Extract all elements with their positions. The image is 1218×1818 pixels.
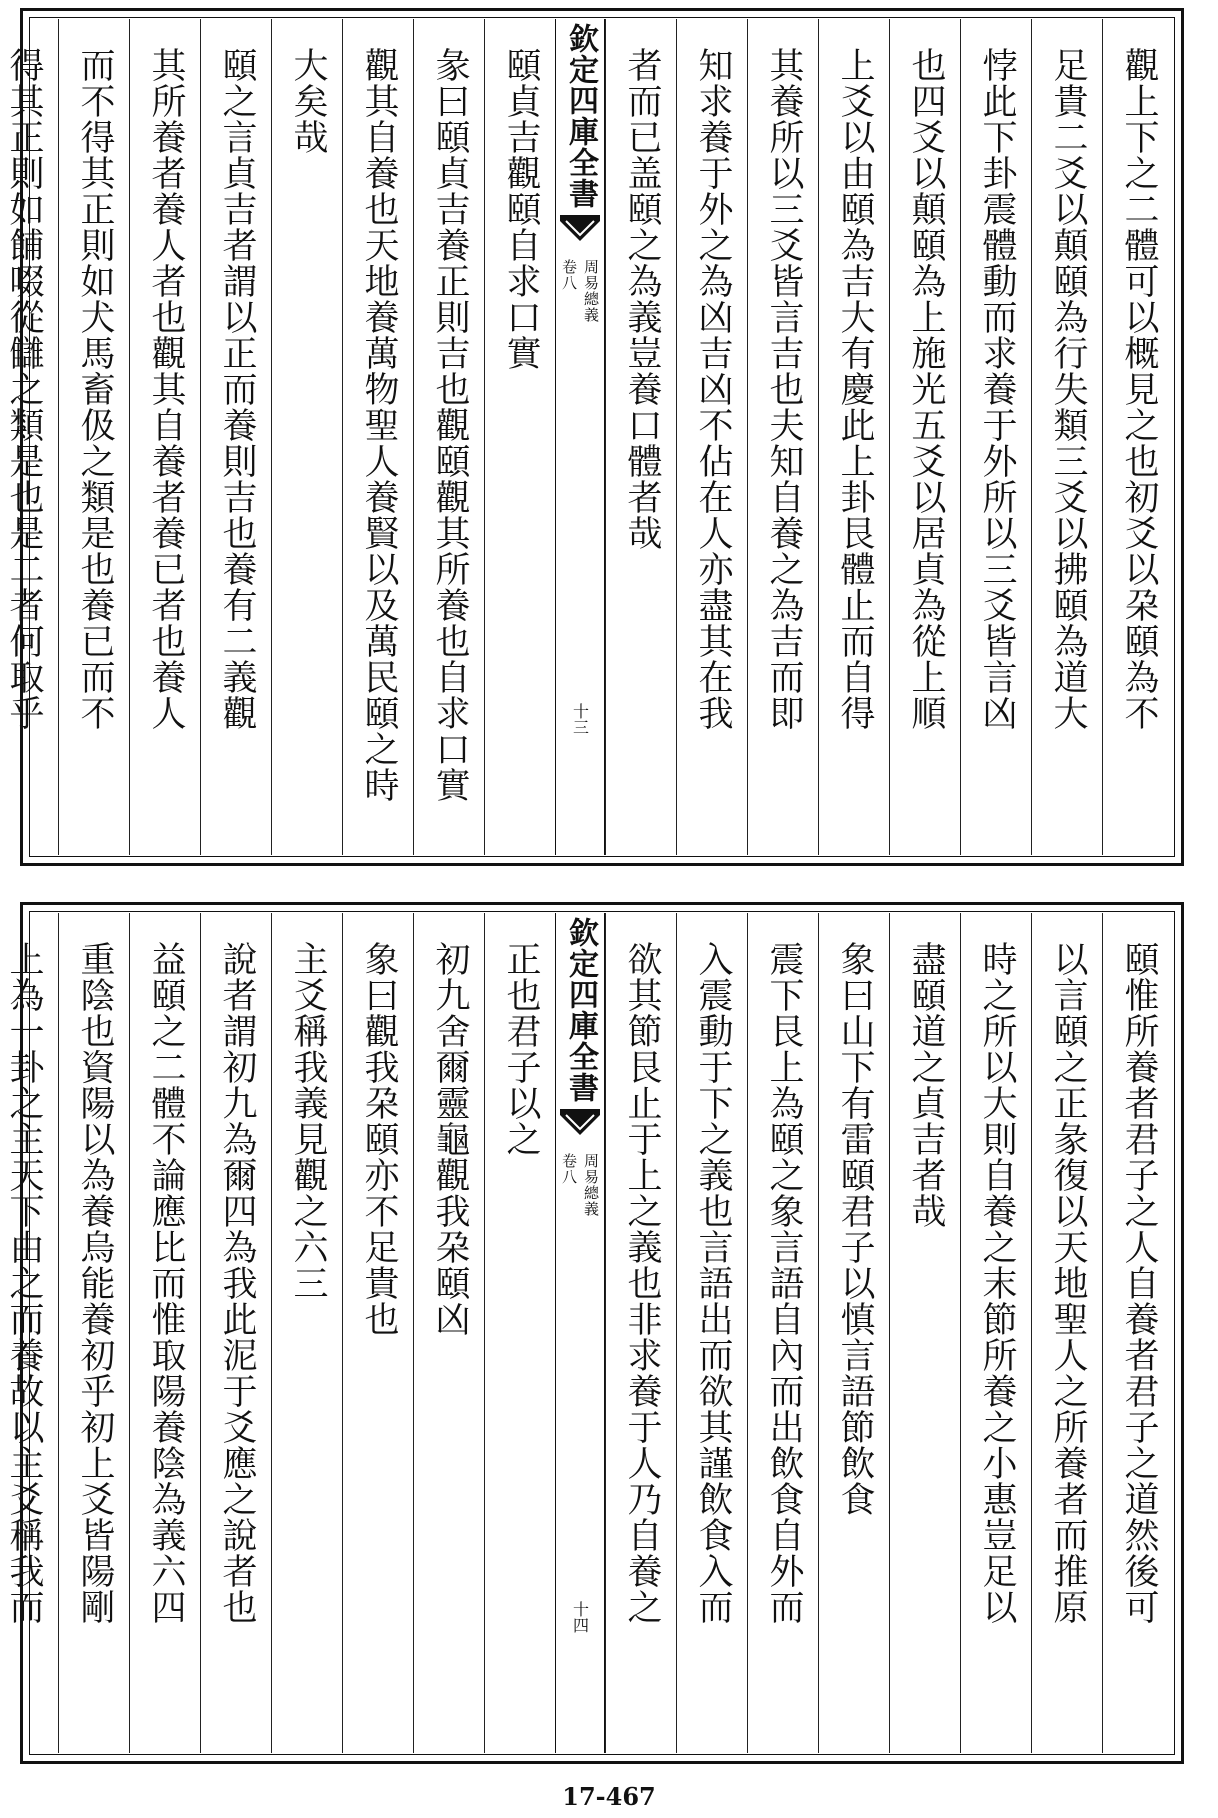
column-text: 頤貞吉觀頤自求口實 [501,47,541,371]
text-column [676,913,747,1753]
text-column [271,19,342,855]
column-text: 入震動于下之義也言語出而欲其謹飲食入而 [693,941,733,1625]
column-text: 也四爻以顛頤為上施光五爻以居貞為從上順 [906,47,946,731]
text-column [129,913,200,1753]
text-column [342,19,413,855]
text-column [1102,913,1173,1753]
page-number: 17-467 [562,1782,656,1811]
top-half-page [4,8,1184,866]
column-text: 悖此下卦震體動而求養于外所以三爻皆言凶 [977,47,1017,731]
column-text: 重陰也資陽以為養烏能養初乎初上爻皆陽剛 [75,941,115,1625]
text-column [818,913,889,1753]
text-column [413,913,484,1753]
book-title: 欽定四庫全書 [563,23,598,209]
text-column [1102,19,1173,855]
column-text: 足貴二爻以顛頤為行失類三爻以拂頤為道大 [1048,47,1088,731]
column-text: 說者謂初九為爾四為我此泥于爻應之說者也 [217,941,257,1625]
text-column [0,19,58,855]
text-column [889,913,960,1753]
column-text: 時之所以大則自養之末節所養之小惠豈足以 [977,941,1017,1625]
text-column [58,19,129,855]
volume-label: 卷八 [560,259,578,291]
bottom-half-page [4,902,1184,1764]
text-column [960,19,1031,855]
text-column [818,19,889,855]
center-fold [555,913,605,1753]
text-column [413,19,484,855]
top-columns [4,19,1173,855]
column-text: 上爻以由頤為吉大有慶此上卦艮體止而自得 [835,47,875,731]
column-text: 震下艮上為頤之象言語自內而出飲食自外而 [764,941,804,1625]
column-text: 觀上下之二體可以概見之也初爻以朶頤為不 [1119,47,1159,731]
book-subtitle: 周易總義 [582,1153,600,1217]
column-text: 觀其自養也天地養萬物聖人養賢以及萬民頤之時 [359,47,399,803]
column-text: 彖曰頤貞吉養正則吉也觀頤觀其所養也自求口實 [430,47,470,803]
column-text: 象曰觀我朶頤亦不足貴也 [359,941,399,1337]
text-column [342,913,413,1753]
text-column [960,913,1031,1753]
text-column [271,913,342,1753]
text-column [0,913,58,1753]
column-text: 以言頤之正彖復以天地聖人之所養者而推原 [1048,941,1088,1625]
text-column [200,913,271,1753]
column-text: 上為一卦之主天下由之而養故以主爻稱我而 [4,941,44,1625]
column-text: 初九舍爾靈龜觀我朶頤凶 [430,941,470,1337]
text-column [1031,913,1102,1753]
center-fold [555,19,605,855]
fishtail-mark-icon [558,1107,602,1137]
column-text: 盡頤道之貞吉者哉 [906,941,946,1229]
text-column [484,19,555,855]
text-column [747,19,818,855]
bottom-columns [4,913,1173,1753]
book-title: 欽定四庫全書 [563,917,598,1103]
column-text: 象曰山下有雷頤君子以慎言語節飲食 [835,941,875,1517]
text-column [58,913,129,1753]
text-column [747,913,818,1753]
column-text: 欲其節艮止于上之義也非求養于人乃自養之 [622,941,662,1625]
book-subtitle: 周易總義 [582,259,600,323]
folio-number: 十四 [570,1601,590,1633]
volume-label: 卷八 [560,1153,578,1185]
column-text: 而不得其正則如犬馬畜伋之類是也養已而不 [75,47,115,731]
column-text: 正也君子以之 [501,941,541,1157]
text-column [676,19,747,855]
column-text: 大矣哉 [288,47,328,155]
text-column [484,913,555,1753]
column-text: 益頤之二體不論應比而惟取陽養陰為義六四 [146,941,186,1625]
text-column [889,19,960,855]
text-column [129,19,200,855]
column-text: 者而已盖頤之為義豈養口體者哉 [622,47,662,551]
text-column [605,913,676,1753]
text-column [1031,19,1102,855]
folio-number: 十三 [570,703,590,735]
column-text: 頤之言貞吉者謂以正而養則吉也養有二義觀 [217,47,257,731]
text-column [200,19,271,855]
column-text: 主爻稱我義見觀之六三 [288,941,328,1301]
column-text: 頤惟所養者君子之人自養者君子之道然後可 [1119,941,1159,1625]
column-text: 得其正則如餔啜從讎之類是也是二者何取乎 [4,47,44,731]
text-column [605,19,676,855]
fishtail-mark-icon [558,213,602,243]
column-text: 其所養者養人者也觀其自養者養已者也養人 [146,47,186,731]
column-text: 知求養于外之為凶吉凶不佔在人亦盡其在我 [693,47,733,731]
column-text: 其養所以三爻皆言吉也夫知自養之為吉而即 [764,47,804,731]
